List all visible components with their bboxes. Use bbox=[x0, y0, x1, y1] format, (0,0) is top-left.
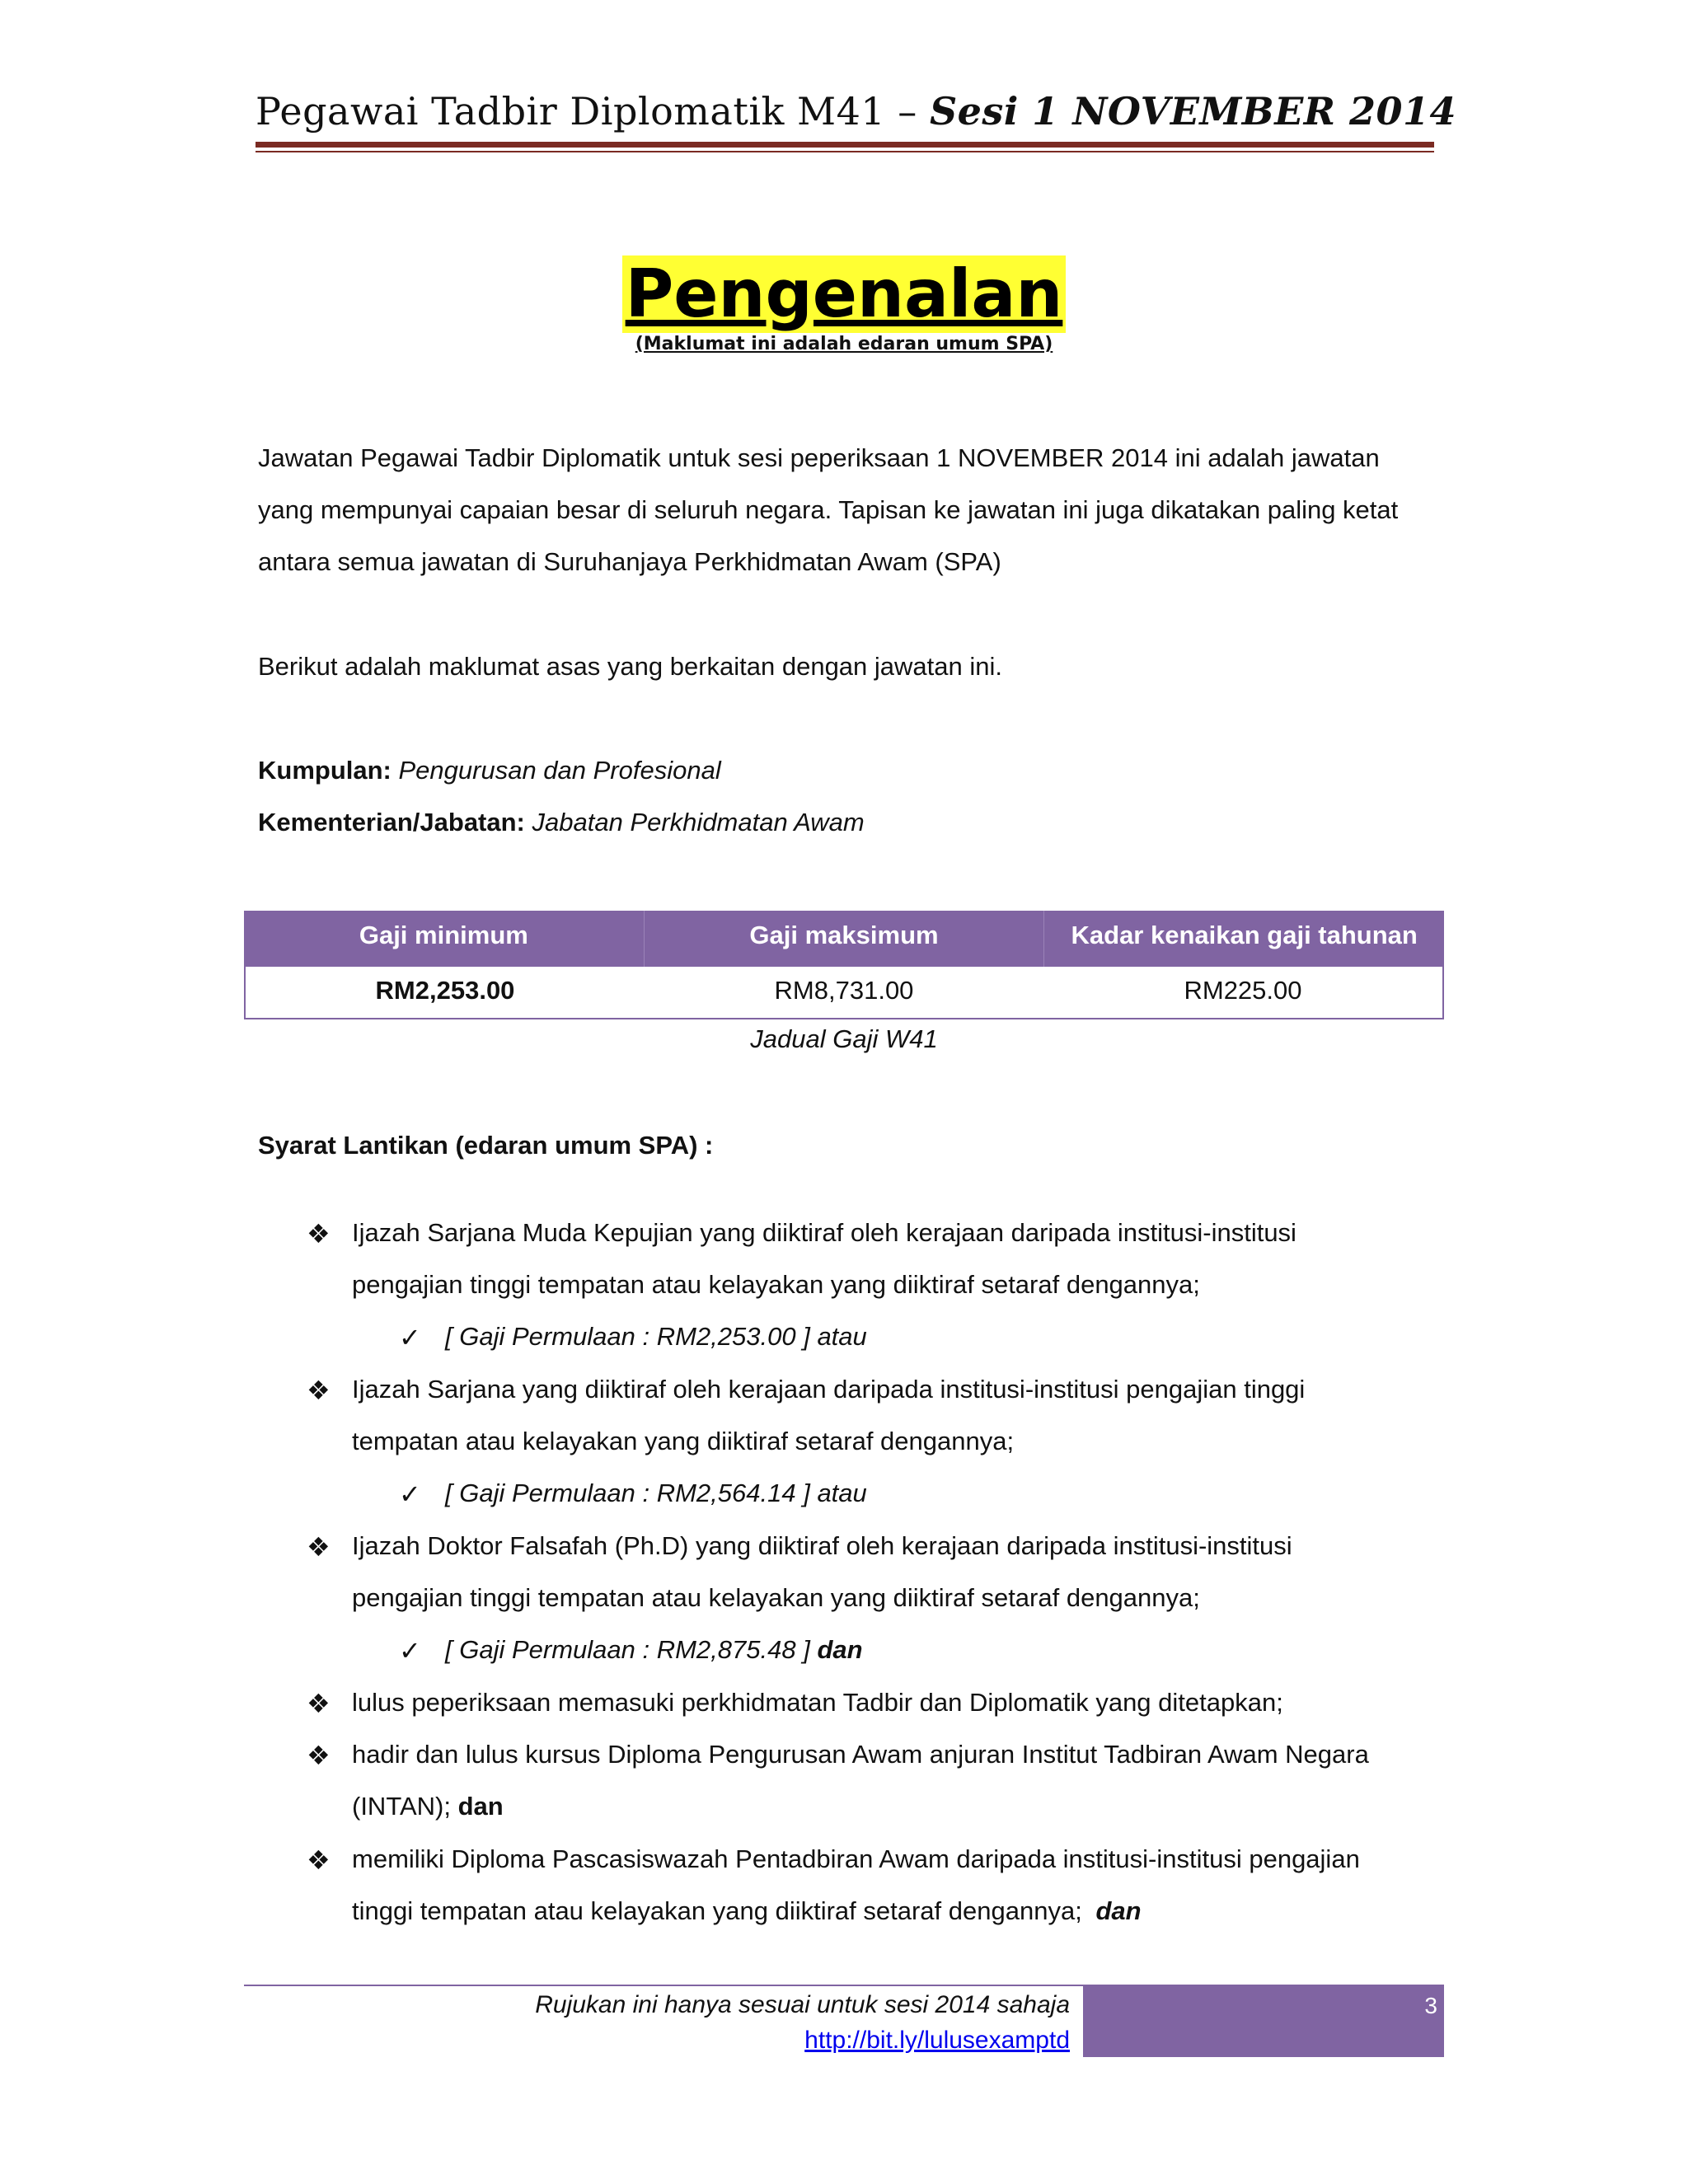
kementerian-field bbox=[258, 808, 865, 837]
kumpulan-field bbox=[258, 756, 721, 785]
heading-container bbox=[0, 255, 1688, 333]
conjunction-text: dan bbox=[457, 1792, 504, 1821]
table-cell: RM8,731.00 bbox=[774, 976, 914, 1005]
conjunction-text: dan bbox=[1095, 1896, 1142, 1925]
footer-divider bbox=[244, 1985, 1083, 1986]
table-header-cell: Kadar kenaikan gaji tahunan bbox=[1043, 911, 1444, 967]
page-title: Pengenalan bbox=[622, 255, 1067, 333]
table-cell: RM2,253.00 bbox=[375, 976, 515, 1005]
header-title: Pegawai Tadbir Diplomatik M41 – bbox=[256, 89, 917, 134]
intro-paragraph-2: Berikut adalah maklumat asas yang berkaitan dengan jawatan ini. bbox=[258, 652, 1002, 681]
diamond-bullet-icon: ❖ bbox=[307, 1376, 331, 1405]
table-cell: RM225.00 bbox=[1184, 976, 1302, 1005]
list-item: hadir dan lulus kursus Diploma Pengurusan Awam anjuran Institut Tadbiran Awam Negara bbox=[352, 1740, 1369, 1769]
page-number: 3 bbox=[1424, 1993, 1437, 2018]
table-header-row bbox=[244, 911, 1444, 967]
list-item-continuation: tempatan atau kelayakan yang diiktiraf setaraf dengannya; bbox=[352, 1427, 1015, 1455]
diamond-bullet-icon: ❖ bbox=[307, 1689, 331, 1718]
section-title: Syarat Lantikan (edaran umum SPA) : bbox=[258, 1131, 714, 1160]
intro-paragraph: Jawatan Pegawai Tadbir Diplomatik untuk sesi peperiksaan 1 NOVEMBER 2014 ini adalah jawatan yang mempunyai capaian besar di seluruh negara. Tapisan ke jawatan ini juga dikatakan paling ketat antara semua jawatan di Suruhanjaya Perkhidmatan Awam (SPA) bbox=[258, 443, 1399, 576]
diamond-bullet-icon: ❖ bbox=[307, 1532, 331, 1562]
list-item: Ijazah Sarjana yang diiktiraf oleh kerajaan daripada institusi-institusi pengajian tinggi bbox=[352, 1375, 1306, 1404]
diamond-bullet-icon: ❖ bbox=[307, 1741, 331, 1770]
kementerian-label: Kementerian/Jabatan: bbox=[258, 808, 525, 837]
conjunction-text: dan bbox=[817, 1635, 863, 1664]
sub-list-item bbox=[445, 1635, 863, 1665]
sub-list-item: [ Gaji Permulaan : RM2,564.14 ] atau bbox=[445, 1479, 867, 1507]
table-header-cell: Gaji maksimum bbox=[644, 911, 1044, 967]
list-item: Ijazah Doktor Falsafah (Ph.D) yang diiktiraf oleh kerajaan daripada institusi-institusi bbox=[352, 1531, 1292, 1560]
header-divider bbox=[256, 142, 1434, 148]
list-item-text: tinggi tempatan atau kelayakan yang diiktiraf setaraf dengannya; bbox=[352, 1896, 1082, 1925]
kementerian-value: Jabatan Perkhidmatan Awam bbox=[532, 808, 865, 837]
sub-list-item-text: [ Gaji Permulaan : RM2,875.48 ] bbox=[445, 1635, 810, 1664]
list-item-continuation bbox=[352, 1896, 1142, 1926]
sub-list-item: [ Gaji Permulaan : RM2,253.00 ] atau bbox=[445, 1322, 867, 1351]
list-item: memiliki Diploma Pascasiswazah Pentadbiran Awam daripada institusi-institusi pengajian bbox=[352, 1844, 1360, 1873]
footer-note: Rujukan ini hanya sesuai untuk sesi 2014 sahaja bbox=[535, 1991, 1070, 2018]
diamond-bullet-icon: ❖ bbox=[307, 1845, 331, 1875]
salary-table bbox=[244, 911, 1444, 1019]
footer-link[interactable]: http://bit.ly/lulusexamptd bbox=[804, 2027, 1070, 2054]
list-item-continuation: pengajian tinggi tempatan atau kelayakan yang diiktiraf setaraf dengannya; bbox=[352, 1583, 1200, 1612]
list-item: Ijazah Sarjana Muda Kepujian yang diiktiraf oleh kerajaan daripada institusi-institusi bbox=[352, 1218, 1296, 1247]
kumpulan-label: Kumpulan: bbox=[258, 756, 392, 785]
checkmark-icon: ✓ bbox=[399, 1323, 421, 1352]
diamond-bullet-icon: ❖ bbox=[307, 1219, 331, 1249]
checkmark-icon: ✓ bbox=[399, 1479, 421, 1509]
list-item-continuation: pengajian tinggi tempatan atau kelayakan yang diiktiraf setaraf dengannya; bbox=[352, 1270, 1200, 1299]
header-session: Sesi 1 NOVEMBER 2014 bbox=[929, 89, 1457, 134]
page-header bbox=[256, 89, 1457, 134]
page-subtitle: (Maklumat ini adalah edaran umum SPA) bbox=[635, 334, 1053, 354]
checkmark-icon: ✓ bbox=[399, 1636, 421, 1666]
header-divider-thin bbox=[256, 151, 1434, 152]
table-caption: Jadual Gaji W41 bbox=[750, 1024, 938, 1053]
kumpulan-value: Pengurusan dan Profesional bbox=[398, 756, 721, 785]
list-item-text: (INTAN); bbox=[352, 1792, 451, 1821]
table-row bbox=[244, 967, 1444, 1019]
list-item-continuation bbox=[352, 1792, 504, 1821]
table-header-cell: Gaji minimum bbox=[359, 921, 528, 949]
list-item: lulus peperiksaan memasuki perkhidmatan Tadbir dan Diplomatik yang ditetapkan; bbox=[352, 1688, 1283, 1717]
